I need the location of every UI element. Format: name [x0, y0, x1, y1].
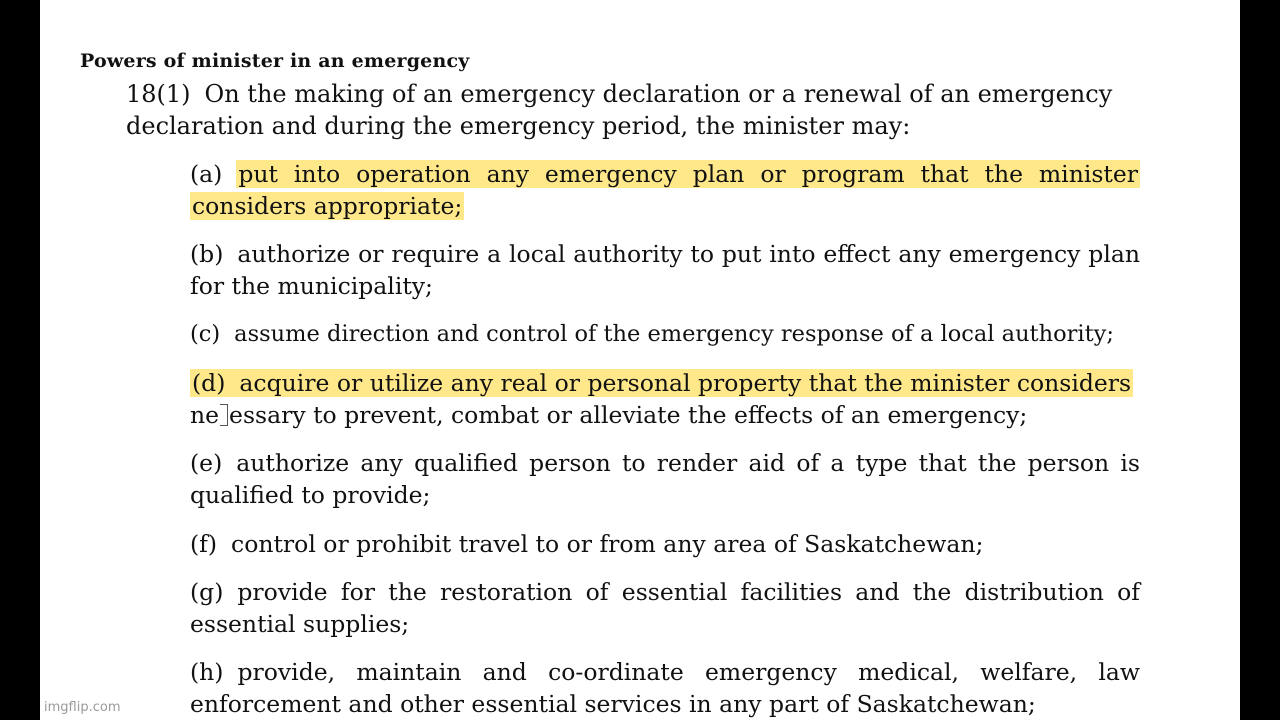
- clause-g: [190, 576, 1140, 640]
- clause-text-rest-end: essary to prevent, combat or alleviate the effects of an emergency;: [229, 401, 1028, 429]
- clause-b: [190, 238, 1140, 302]
- clause-label: (g): [190, 578, 224, 606]
- clause-text: control or prohibit travel to or from any area of Saskatchewan;: [231, 530, 984, 558]
- clause-label: (b): [190, 240, 224, 268]
- clause-label: (c): [190, 321, 221, 347]
- clause-a: [190, 158, 1140, 222]
- section-intro: [126, 78, 1142, 142]
- clause-label: (f): [190, 530, 218, 558]
- clause-label: (d): [192, 369, 226, 397]
- clause-text: assume direction and control of the emergency response of a local authority;: [234, 321, 1114, 347]
- clause-label: (a): [190, 160, 223, 188]
- clause-text: authorize or require a local authority to put into effect any emergency plan for the municipality;: [190, 240, 1140, 300]
- clause-text-highlighted: [190, 369, 1133, 397]
- clause-text-highlighted-part: acquire or utilize any real or personal property that the minister considers: [239, 369, 1132, 397]
- clause-d: [190, 367, 1140, 431]
- clause-text: provide, maintain and co-ordinate emergency medical, welfare, law enforcement and other essential services in any part of Saskatchewan;: [190, 658, 1140, 718]
- watermark: imgflip.com: [44, 700, 121, 715]
- section-number: 18(1): [126, 80, 191, 108]
- document-page: [40, 0, 1240, 720]
- clause-text-rest-start: ne: [190, 401, 220, 429]
- text-cursor-icon: [220, 404, 228, 426]
- clause-h: [190, 656, 1140, 720]
- clause-e: [190, 447, 1140, 511]
- clause-f: [190, 528, 1140, 560]
- section-heading: Powers of minister in an emergency: [80, 50, 470, 72]
- clause-label: (h): [190, 658, 224, 686]
- clause-text: provide for the restoration of essential facilities and the distribution of essential supplies;: [190, 578, 1140, 638]
- section-intro-text: On the making of an emergency declaration or a renewal of an emergency declaration and during the emergency period, the minister may:: [126, 80, 1113, 140]
- clause-text-highlighted: put into operation any emergency plan or program that the minister considers appropriate;: [192, 160, 1138, 220]
- clause-c: [190, 318, 1140, 350]
- clause-text: authorize any qualified person to render aid of a type that the person is qualified to provide;: [190, 449, 1140, 509]
- clause-label: (e): [190, 449, 223, 477]
